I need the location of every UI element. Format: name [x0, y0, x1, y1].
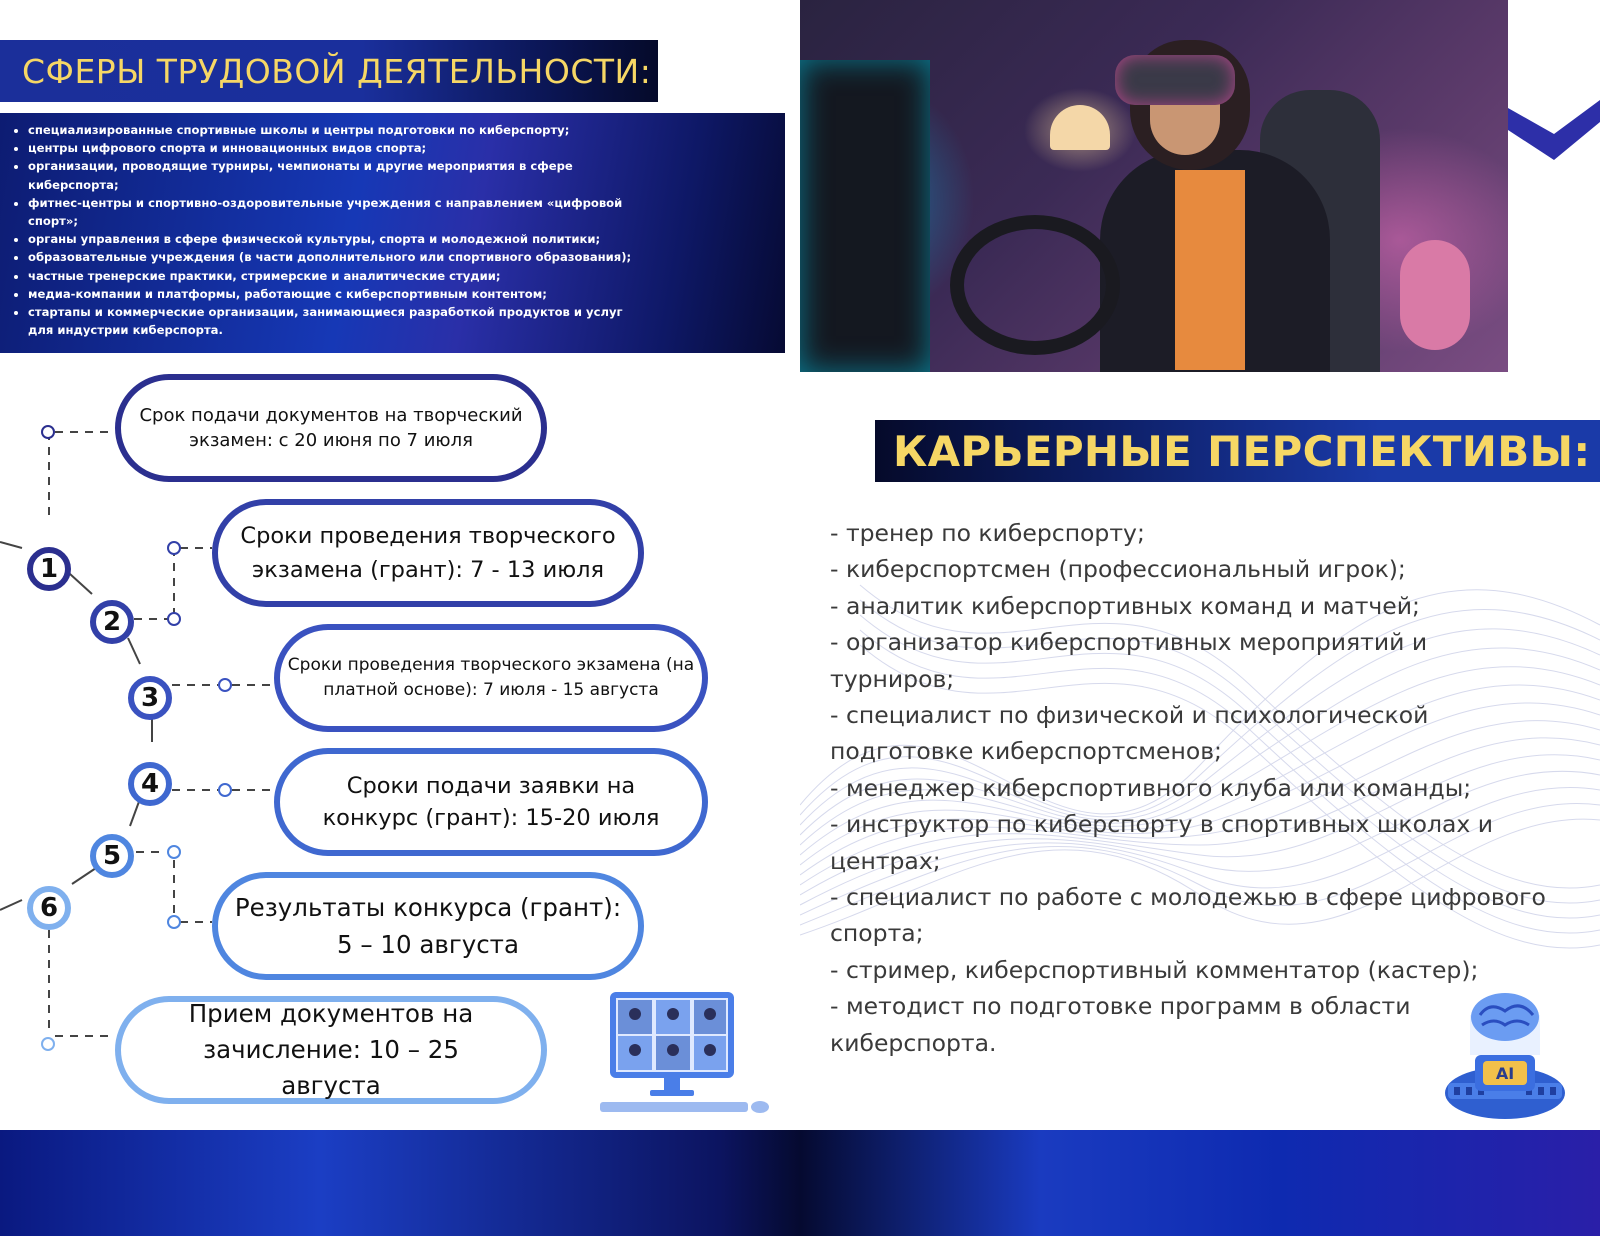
- list-item: • медиа-компании и платформы, работающие с киберспортивным контентом;: [28, 285, 648, 303]
- list-item: • центры цифрового спорта и инновационных видов спорта;: [28, 139, 648, 157]
- timeline-dot: [167, 915, 181, 929]
- career-line: - стример, киберспортивный комментатор (кастер);: [830, 955, 1479, 984]
- career-line: подготовке киберспортсменов;: [830, 737, 1222, 766]
- timeline-item-1: Срок подачи документов на творческий экзамен: с 20 июня по 7 июля: [115, 374, 547, 482]
- bottom-gradient-band: [0, 1130, 1600, 1236]
- timeline-dot: [218, 783, 232, 797]
- timeline-item-3: Сроки проведения творческого экзамена (на платной основе): 7 июля - 15 августа: [274, 624, 708, 732]
- list-item: • органы управления в сфере физической культуры, спорта и молодежной политики;: [28, 230, 648, 248]
- career-line: - аналитик киберспортивных команд и матчей;: [830, 591, 1420, 620]
- career-line: - специалист по физической и психологической: [830, 701, 1429, 730]
- step-number-6: 6: [27, 886, 71, 930]
- timeline-item-5: Результаты конкурса (грант): 5 – 10 августа: [212, 872, 644, 980]
- timeline-dot: [167, 612, 181, 626]
- career-line: киберспорта.: [830, 1028, 997, 1057]
- step-number-5: 5: [90, 834, 134, 878]
- steering-wheel: [950, 215, 1120, 355]
- career-line: спорта;: [830, 919, 924, 948]
- career-line: турниров;: [830, 664, 955, 693]
- career-title: КАРЬЕРНЫЕ ПЕРСПЕКТИВЫ:: [893, 426, 1591, 476]
- list-item: • специализированные спортивные школы и центры подготовки по киберспорту;: [28, 121, 648, 139]
- step-number-1: 1: [27, 547, 71, 591]
- career-line: - менеджер киберспортивного клуба или команды;: [830, 773, 1472, 802]
- timeline-dot: [41, 1037, 55, 1051]
- career-line: центрах;: [830, 846, 941, 875]
- timeline-dot: [167, 845, 181, 859]
- chip-label: AI: [1495, 1064, 1515, 1083]
- person-shirt: [1175, 170, 1245, 370]
- career-line: - киберспортсмен (профессиональный игрок);: [830, 555, 1406, 584]
- timeline-dot: [167, 541, 181, 555]
- list-item: • организации, проводящие турниры, чемпионаты и другие мероприятия в сфере киберспорта;: [28, 157, 648, 193]
- list-item: • фитнес-центры и спортивно-оздоровительные учреждения с направлением «цифровой спорт»;: [28, 194, 648, 230]
- career-list: [830, 515, 1570, 1061]
- list-item: • стартапы и коммерческие организации, занимающиеся разработкой продуктов и услуг для индустрии киберспорта.: [28, 303, 648, 339]
- lamp: [1050, 105, 1110, 150]
- career-line: - методист по подготовке программ в области: [830, 992, 1411, 1021]
- career-line: - тренер по киберспорту;: [830, 519, 1145, 547]
- gaming-pc: [800, 60, 930, 372]
- timeline-item-2: Сроки проведения творческого экзамена (грант): 7 - 13 июля: [212, 499, 644, 607]
- timeline-item-4: Сроки подачи заявки на конкурс (грант): 15-20 июля: [274, 748, 708, 856]
- vr-headset: [1115, 55, 1235, 105]
- step-number-2: 2: [90, 600, 134, 644]
- career-line: - инструктор по киберспорту в спортивных школах и: [830, 810, 1494, 839]
- step-number-3: 3: [128, 676, 172, 720]
- sfery-title: СФЕРЫ ТРУДОВОЙ ДЕЯТЕЛЬНОСТИ:: [22, 51, 652, 91]
- timeline-item-6: Прием документов на зачисление: 10 – 25 августа: [115, 996, 547, 1104]
- ai-brain-chip-icon: [1440, 985, 1570, 1125]
- career-title-banner: [875, 420, 1600, 482]
- video-call-monitor-icon: [600, 990, 770, 1120]
- career-line: - организатор киберспортивных мероприятий и: [830, 628, 1428, 657]
- vr-gamer-photo: [800, 0, 1508, 372]
- timeline-dot: [218, 678, 232, 692]
- sfery-title-banner: [0, 40, 658, 102]
- timeline-dot: [41, 425, 55, 439]
- sfery-list-box: [0, 113, 785, 353]
- sfery-list: [0, 113, 785, 339]
- guitar: [1400, 240, 1470, 350]
- list-item: • частные тренерские практики, стримерские и аналитические студии;: [28, 267, 648, 285]
- step-number-4: 4: [128, 762, 172, 806]
- list-item: • образовательные учреждения (в части дополнительного или спортивного образования);: [28, 248, 648, 266]
- chevron-decoration-icon: [1508, 100, 1600, 160]
- career-line: - специалист по работе с молодежью в сфере цифрового: [830, 883, 1546, 912]
